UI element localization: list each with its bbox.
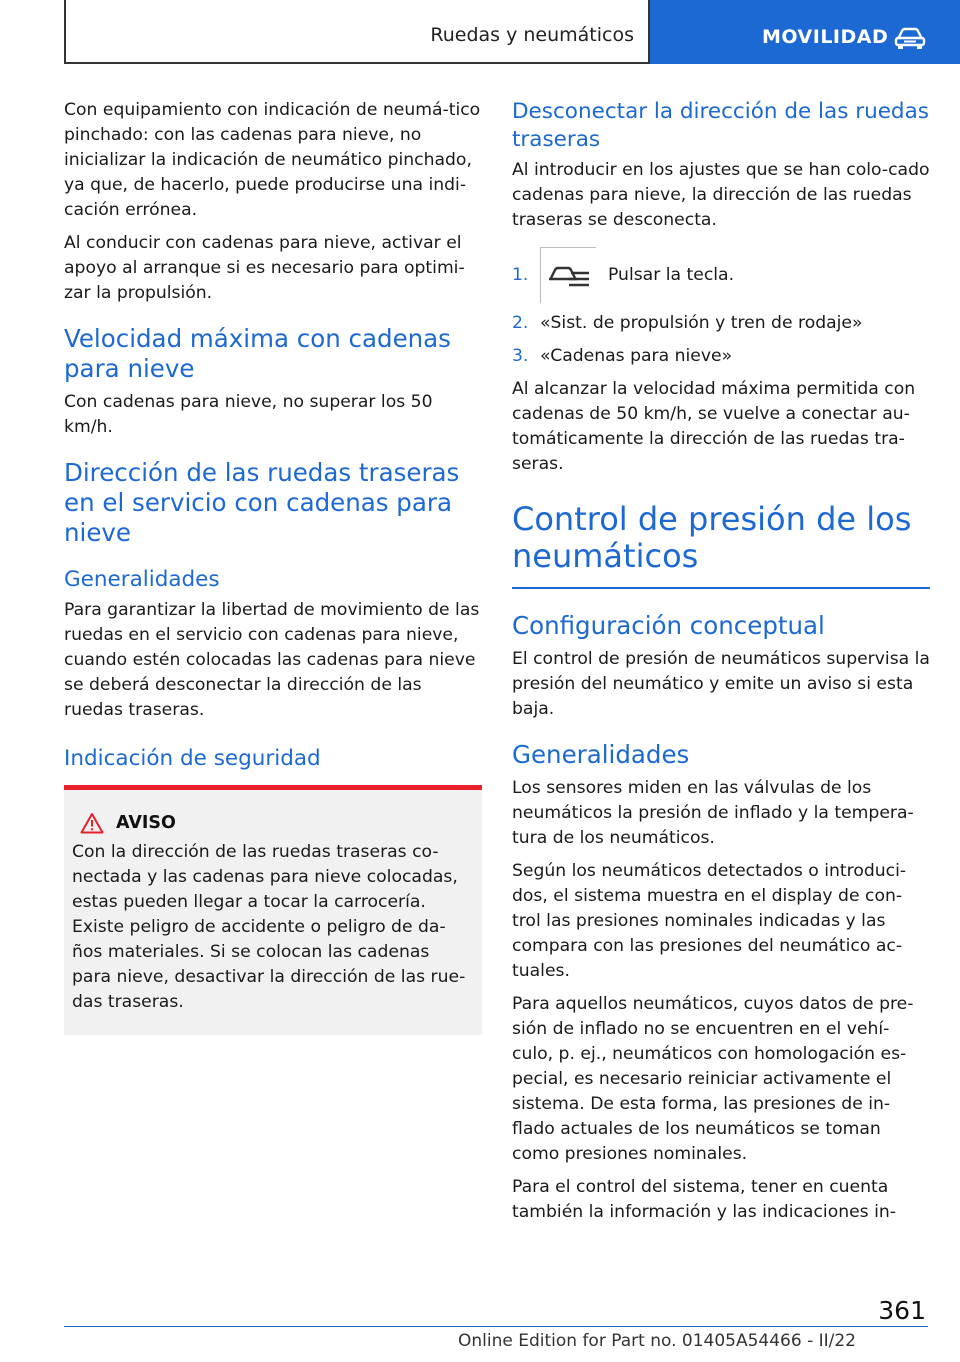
heading-concept: Configuración conceptual xyxy=(512,610,825,640)
footer-edition: Online Edition for Part no. 01405A54466 - II/22 xyxy=(457,1331,856,1351)
driving-mode-key-icon xyxy=(540,247,596,303)
warning-header xyxy=(72,812,472,834)
right-column xyxy=(512,98,930,1233)
paragraph-max-speed: Con cadenas para nieve, no superar los 50 km/h. xyxy=(64,392,433,437)
paragraph-reset: Para aquellos neumáticos, cuyos datos de pre-sión de inflado no se encuentren en el vehí-culo, p. ej., neumáticos con homologación es-pecial, es necesario reiniciar activamente el sistema. De esta forma, las presiones de in-flado actuales de los neumáticos se toman como presiones nominales. xyxy=(512,993,914,1164)
warning-text: Con la dirección de las ruedas traseras co-nectada y las cadenas para nieve colocadas, estas pueden llegar a tocar la carrocería. Existe peligro de accidente o peligro de da-ños materiales. Si se colocan las cadenas para nieve, desactivar la dirección de las rue-das traseras. xyxy=(72,842,466,1012)
paragraph-general: Para garantizar la libertad de movimiento de las ruedas en el servicio con cadenas para nieve, cuando estén colocadas las cadenas para nieve se deberá desconectar la dirección de las ruedas traseras. xyxy=(64,600,480,720)
header-chapter-tab xyxy=(650,0,960,64)
heading-general: Generalidades xyxy=(64,567,220,592)
paragraph-sensors: Los sensores miden en las válvulas de los neumáticos la presión de inflado y la tempera-tura de los neumáticos. xyxy=(512,777,914,848)
step-number: 3. xyxy=(512,346,529,366)
warning-triangle-icon xyxy=(80,812,104,834)
car-icon xyxy=(894,26,926,50)
heading-general-right: Generalidades xyxy=(512,739,690,769)
warning-title: AVISO xyxy=(116,813,176,833)
left-column xyxy=(64,98,482,1035)
heading-tire-pressure: Control de presión de los neumáticos xyxy=(512,500,912,575)
heading-safety: Indicación de seguridad xyxy=(64,746,321,771)
paragraph-control: Para el control del sistema, tener en cuenta también la información y las indicaciones in- xyxy=(512,1176,896,1222)
paragraph-concept: El control de presión de neumáticos supervisa la presión del neumático y emite un aviso si esta baja. xyxy=(512,648,930,719)
step-number: 1. xyxy=(512,264,529,285)
step-3 xyxy=(512,344,930,369)
footer-rule xyxy=(64,1326,928,1327)
heading-max-speed: Velocidad máxima con cadenas para nieve xyxy=(64,324,451,383)
step-number: 2. xyxy=(512,313,529,333)
paragraph-start-assist: Al conducir con cadenas para nieve, activar el apoyo al arranque si es necesario para optimi-zar la propulsión. xyxy=(64,233,465,303)
section-rule xyxy=(512,587,930,589)
step-1 xyxy=(512,247,930,303)
header-section-title: Ruedas y neumáticos xyxy=(430,24,634,46)
header-section-box xyxy=(64,0,650,64)
step-2 xyxy=(512,311,930,336)
paragraph-flat-tire: Con equipamiento con indicación de neumá-tico pinchado: con las cadenas para nieve, no inicializar la indicación de neumático pinchado, ya que, de hacerlo, puede producirse una indi-cación errónea. xyxy=(64,100,481,220)
page-number: 361 xyxy=(878,1296,926,1325)
step-text: «Sist. de propulsión y tren de rodaje» xyxy=(540,313,863,333)
paragraph-reconnect: Al alcanzar la velocidad máxima permitida con cadenas de 50 km/h, se vuelve a conectar au-tomáticamente la dirección de las ruedas tra-seras. xyxy=(512,379,916,474)
heading-disconnect-rear: Desconectar la dirección de las ruedas traseras xyxy=(512,99,929,152)
paragraph-disconnect: Al introducir en los ajustes que se han colo-cado cadenas para nieve, la dirección de las ruedas traseras se desconecta. xyxy=(512,160,930,230)
header-chapter-label: MOVILIDAD xyxy=(762,26,889,48)
heading-rear-steering: Dirección de las ruedas traseras en el servicio con cadenas para nieve xyxy=(64,458,460,547)
paragraph-nominal: Según los neumáticos detectados o introduci-dos, el sistema muestra en el display de con-trol las presiones nominales indicadas y las compara con las presiones del neumático ac-tuales. xyxy=(512,860,907,981)
warning-box xyxy=(64,785,482,1035)
step-text: «Cadenas para nieve» xyxy=(540,346,733,366)
step-text: Pulsar la tecla. xyxy=(608,264,735,285)
